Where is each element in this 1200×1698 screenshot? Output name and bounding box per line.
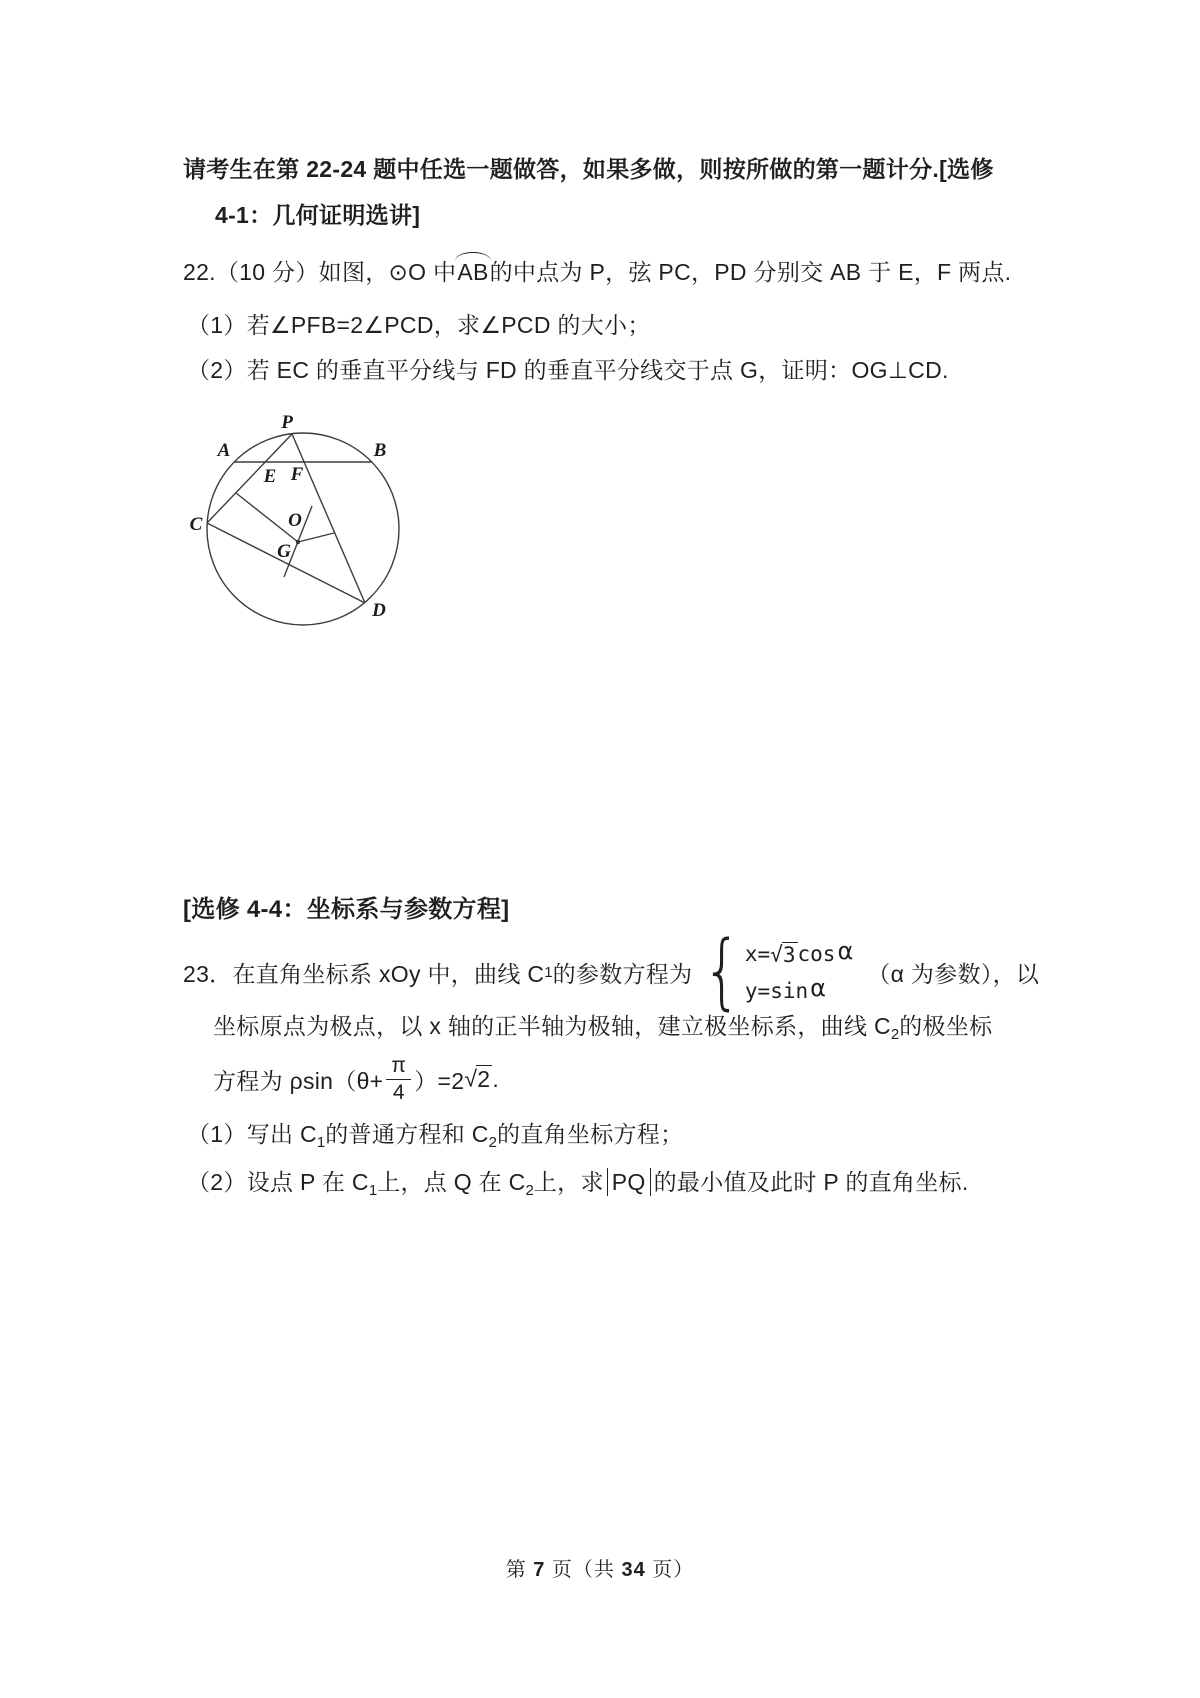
radicand-2: 2 [477,1066,491,1092]
p23-part1-post: 的直角坐标方程； [497,1121,684,1147]
y-eq-alpha: α [810,973,826,1002]
p23-part2-post: 的最小值及此时 P 的直角坐标. [653,1169,969,1195]
p23-part2-mid2: 上，求 [533,1169,604,1195]
label-c: C [189,514,203,535]
fraction-numerator: π [391,1054,407,1078]
p23-part1-mid: 的普通方程和 C [325,1121,489,1147]
p23-part2-sub1: 1 [368,1182,378,1199]
p23-part1-sub1: 1 [316,1134,326,1151]
p23-part2-pre: （2）设点 P 在 C [187,1169,369,1195]
footer-total-pages: 34 [621,1559,646,1581]
p23-part1-pre: （1）写出 C [187,1121,317,1147]
problem-23-stem-line-1 [183,924,1040,1019]
section-4-4-title: [选修 4-4：坐标系与参数方程] [183,896,510,923]
problem-22-stem [183,258,1011,287]
p23-stem1-post: （α 为参数），以 [867,960,1040,987]
label-b: B [373,440,387,461]
problem-23-stem-line-2 [213,1012,992,1045]
p23-stem3-mid: ）=2 [414,1067,465,1094]
problem-22-stem-pre: 22.（10 分）如图，⊙O 中 [183,259,457,285]
system-brace: { [702,924,743,1019]
pq-absolute-value: PQ [607,1168,651,1196]
p23-stem2-pre: 坐标原点为极点，以 x 轴的正半轴为极轴，建立极坐标系，曲线 C [213,1013,891,1039]
parametric-system [696,924,854,1019]
x-eq-alpha: α [837,936,854,965]
label-a: A [217,440,231,461]
footer-post: 页） [645,1559,695,1581]
point-g-dot [296,540,300,544]
system-x-equation [744,936,854,967]
problem-22-stem-post: 的中点为 P，弦 PC，PD 分别交 AB 于 E，F 两点. [489,259,1012,285]
problem-22-figure [170,385,420,635]
label-g: G [277,541,291,562]
radical-sign: √ [770,942,783,966]
label-o: O [288,510,302,531]
problem-23-part-2 [187,1168,969,1201]
problem-23-part-1 [187,1120,683,1153]
p23-stem1-mid: 的参数方程为 [552,960,693,987]
p23-stem3-pre: 方程为 ρsin（θ+ [213,1067,384,1094]
problem-22-part-2: （2）若 EC 的垂直平分线与 FD 的垂直平分线交于点 G，证明：OG⊥CD. [187,357,949,383]
footer-page-number: 7 [533,1559,546,1581]
arc-ab: AB [457,259,489,285]
label-p: P [281,412,293,433]
exam-instructions-line-1: 请考生在第 22-24 题中任选一题做答，如果多做，则按所做的第一题计分.[选修 [183,156,994,182]
perp-bisector-fd [298,533,334,542]
p23-stem2-post: 的极坐标 [899,1013,993,1039]
page-footer [0,1553,1200,1582]
c2-subscript: 2 [890,1026,900,1043]
p23-stem3-end: . [492,1065,500,1092]
label-f: F [290,464,304,485]
p23-stem1-pre: 23．在直角坐标系 xOy 中，曲线 C [183,960,545,987]
p23-part2-mid1: 上，点 Q 在 C [377,1169,526,1195]
system-y-equation [744,973,853,1003]
fraction-denominator: 4 [386,1079,411,1104]
p23-part2-sub2: 2 [525,1182,534,1199]
problem-23-stem-line-3 [213,1050,499,1108]
c1-subscript: 1 [544,963,553,981]
radicand-3: 3 [782,942,796,967]
pi-over-4-fraction [386,1054,411,1103]
problem-22-part-1: （1）若∠PFB=2∠PCD，求∠PCD 的大小； [187,312,651,338]
radical-sign-2: √ [464,1065,478,1092]
y-eq-lead: y=sin [744,978,809,1003]
chord-pd [292,434,365,603]
label-d: D [372,600,386,621]
x-eq-cos: cos [797,941,836,966]
label-e: E [263,466,277,487]
section-4-1-title: 4-1：几何证明选讲] [215,202,421,228]
footer-pre: 第 [505,1559,534,1581]
p23-part1-sub2: 2 [488,1134,497,1151]
x-eq-lead: x= [744,941,771,966]
chord-cd [207,523,365,603]
footer-mid: 页（共 [545,1559,622,1581]
